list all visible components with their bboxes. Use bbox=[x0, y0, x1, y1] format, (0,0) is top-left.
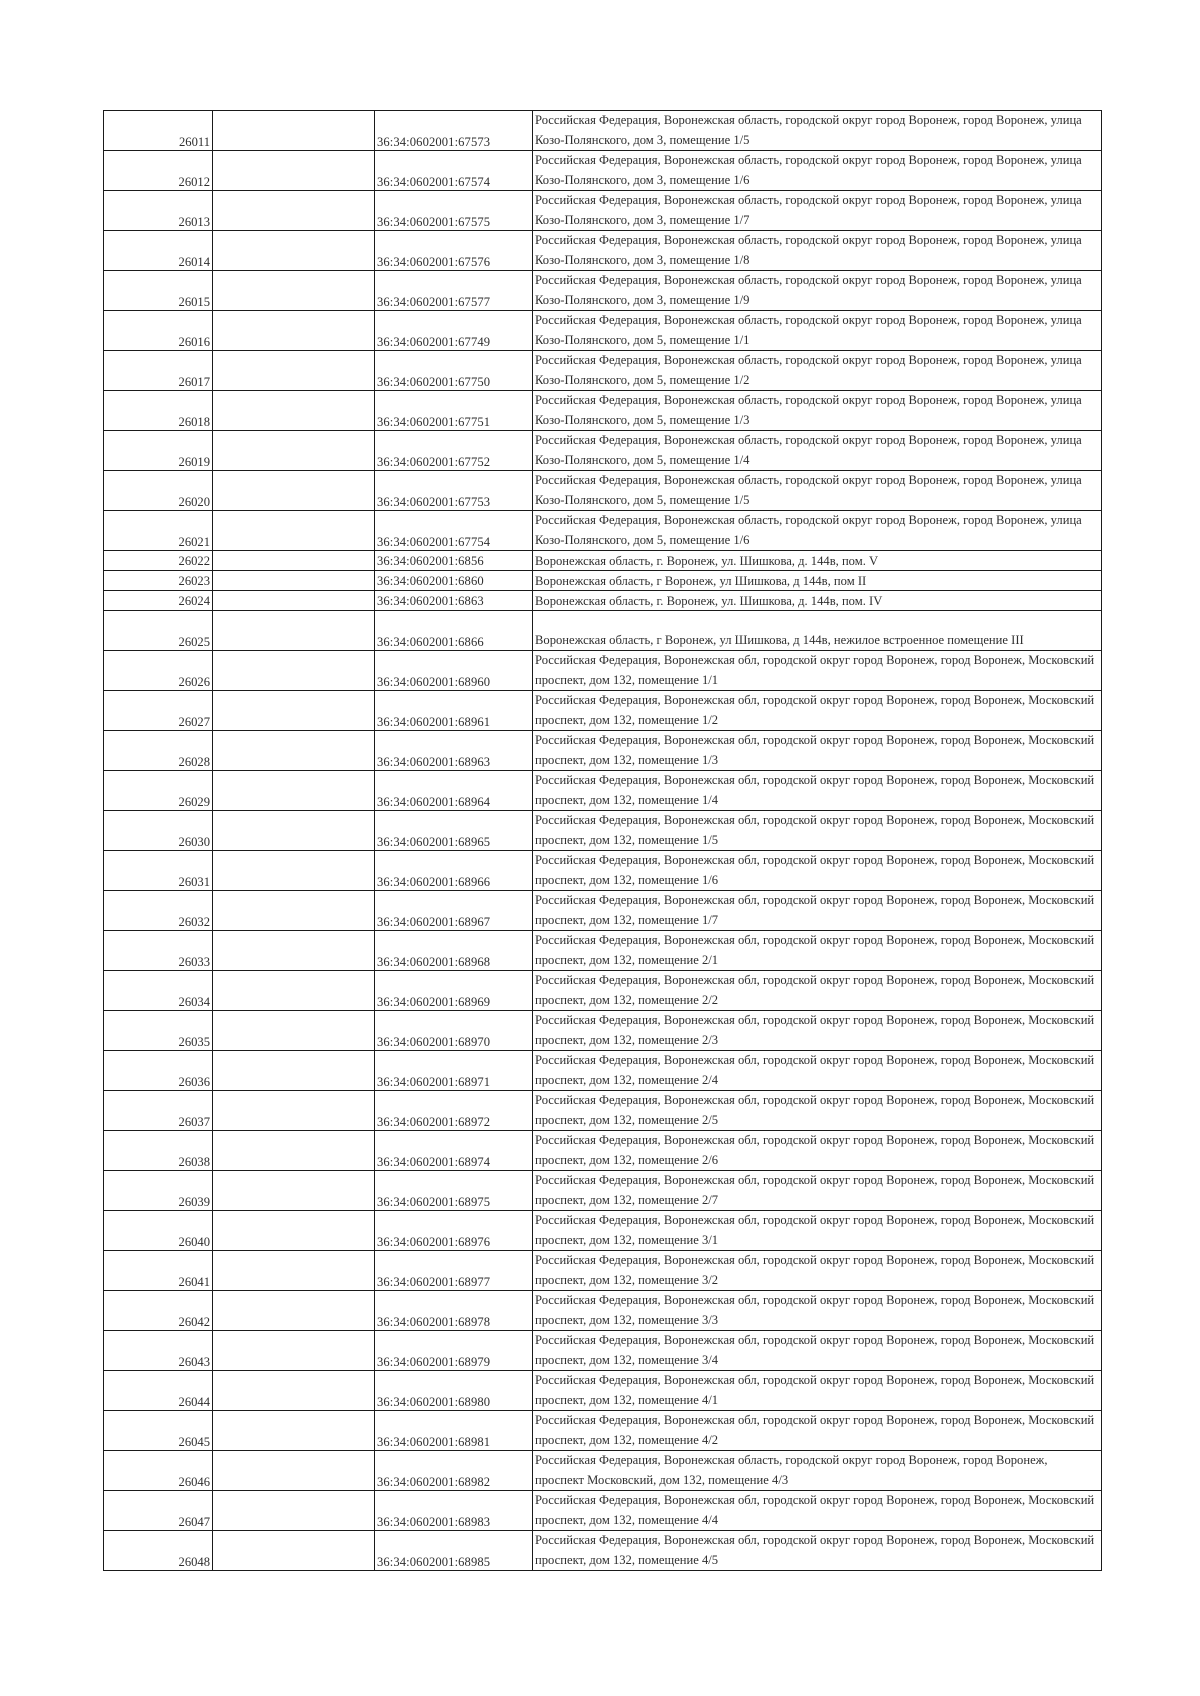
table-row bbox=[104, 151, 1102, 191]
empty-cell bbox=[213, 851, 375, 891]
empty-cell bbox=[213, 551, 375, 571]
address: Воронежская область, г. Воронеж, ул. Шишкова, д. 144в, пом. V bbox=[533, 551, 1102, 571]
table-row bbox=[104, 511, 1102, 551]
row-number: 26043 bbox=[104, 1331, 213, 1371]
cadastral-number: 36:34:0602001:6863 bbox=[375, 591, 533, 611]
empty-cell bbox=[213, 1051, 375, 1091]
row-number: 26011 bbox=[104, 111, 213, 151]
row-number: 26025 bbox=[104, 611, 213, 651]
cadastral-number: 36:34:0602001:68972 bbox=[375, 1091, 533, 1131]
address: Российская Федерация, Воронежская обл, городской округ город Воронеж, город Воронеж, Московский проспект, дом 132, помещение 3/1 bbox=[533, 1211, 1102, 1251]
table-row bbox=[104, 1091, 1102, 1131]
cadastral-number: 36:34:0602001:68966 bbox=[375, 851, 533, 891]
address: Российская Федерация, Воронежская область, городской округ город Воронеж, город Воронеж, улица Козо-Полянского, дом 5, помещение 1/5 bbox=[533, 471, 1102, 511]
empty-cell bbox=[213, 1371, 375, 1411]
row-number: 26028 bbox=[104, 731, 213, 771]
row-number: 26013 bbox=[104, 191, 213, 231]
empty-cell bbox=[213, 1411, 375, 1451]
row-number: 26029 bbox=[104, 771, 213, 811]
row-number: 26030 bbox=[104, 811, 213, 851]
empty-cell bbox=[213, 351, 375, 391]
row-number: 26024 bbox=[104, 591, 213, 611]
empty-cell bbox=[213, 571, 375, 591]
cadastral-number: 36:34:0602001:67574 bbox=[375, 151, 533, 191]
row-number: 26020 bbox=[104, 471, 213, 511]
address: Российская Федерация, Воронежская обл, городской округ город Воронеж, город Воронеж, Московский проспект, дом 132, помещение 2/6 bbox=[533, 1131, 1102, 1171]
empty-cell bbox=[213, 1251, 375, 1291]
empty-cell bbox=[213, 1491, 375, 1531]
empty-cell bbox=[213, 1011, 375, 1051]
table-row bbox=[104, 111, 1102, 151]
row-number: 26019 bbox=[104, 431, 213, 471]
row-number: 26037 bbox=[104, 1091, 213, 1131]
cadastral-number: 36:34:0602001:67750 bbox=[375, 351, 533, 391]
cadastral-number: 36:34:0602001:68963 bbox=[375, 731, 533, 771]
address: Российская Федерация, Воронежская обл, городской округ город Воронеж, город Воронеж, Московский проспект, дом 132, помещение 4/2 bbox=[533, 1411, 1102, 1451]
empty-cell bbox=[213, 231, 375, 271]
table-row bbox=[104, 1531, 1102, 1571]
cadastral-number: 36:34:0602001:67752 bbox=[375, 431, 533, 471]
table-row bbox=[104, 651, 1102, 691]
empty-cell bbox=[213, 191, 375, 231]
table-row bbox=[104, 971, 1102, 1011]
address: Воронежская область, г. Воронеж, ул. Шишкова, д. 144в, пом. IV bbox=[533, 591, 1102, 611]
empty-cell bbox=[213, 651, 375, 691]
empty-cell bbox=[213, 511, 375, 551]
cadastral-number: 36:34:0602001:68969 bbox=[375, 971, 533, 1011]
address: Российская Федерация, Воронежская область, городской округ город Воронеж, город Воронеж, проспект Московский, дом 132, помещение 4/3 bbox=[533, 1451, 1102, 1491]
cadastral-number: 36:34:0602001:68965 bbox=[375, 811, 533, 851]
cadastral-number: 36:34:0602001:68967 bbox=[375, 891, 533, 931]
empty-cell bbox=[213, 771, 375, 811]
empty-cell bbox=[213, 931, 375, 971]
address: Российская Федерация, Воронежская область, городской округ город Воронеж, город Воронеж, улица Козо-Полянского, дом 3, помещение 1/8 bbox=[533, 231, 1102, 271]
cadastral-number: 36:34:0602001:68981 bbox=[375, 1411, 533, 1451]
registry-table bbox=[103, 110, 1102, 1571]
cadastral-number: 36:34:0602001:68968 bbox=[375, 931, 533, 971]
table-row bbox=[104, 811, 1102, 851]
row-number: 26038 bbox=[104, 1131, 213, 1171]
empty-cell bbox=[213, 151, 375, 191]
row-number: 26014 bbox=[104, 231, 213, 271]
table-row bbox=[104, 431, 1102, 471]
row-number: 26045 bbox=[104, 1411, 213, 1451]
table-row bbox=[104, 591, 1102, 611]
table-row bbox=[104, 1371, 1102, 1411]
address: Воронежская область, г Воронеж, ул Шишкова, д 144в, нежилое встроенное помещение III bbox=[533, 611, 1102, 651]
cadastral-number: 36:34:0602001:68978 bbox=[375, 1291, 533, 1331]
cadastral-number: 36:34:0602001:67751 bbox=[375, 391, 533, 431]
cadastral-number: 36:34:0602001:67577 bbox=[375, 271, 533, 311]
row-number: 26036 bbox=[104, 1051, 213, 1091]
empty-cell bbox=[213, 971, 375, 1011]
table-row bbox=[104, 891, 1102, 931]
empty-cell bbox=[213, 1091, 375, 1131]
empty-cell bbox=[213, 111, 375, 151]
cadastral-number: 36:34:0602001:68983 bbox=[375, 1491, 533, 1531]
empty-cell bbox=[213, 391, 375, 431]
table-row bbox=[104, 551, 1102, 571]
address: Российская Федерация, Воронежская область, городской округ город Воронеж, город Воронеж, улица Козо-Полянского, дом 5, помещение 1/3 bbox=[533, 391, 1102, 431]
cadastral-number: 36:34:0602001:68976 bbox=[375, 1211, 533, 1251]
empty-cell bbox=[213, 1331, 375, 1371]
address: Российская Федерация, Воронежская обл, городской округ город Воронеж, город Воронеж, Московский проспект, дом 132, помещение 3/3 bbox=[533, 1291, 1102, 1331]
table-row bbox=[104, 731, 1102, 771]
cadastral-number: 36:34:0602001:67754 bbox=[375, 511, 533, 551]
address: Российская Федерация, Воронежская обл, городской округ город Воронеж, город Воронеж, Московский проспект, дом 132, помещение 1/1 bbox=[533, 651, 1102, 691]
address: Российская Федерация, Воронежская обл, городской округ город Воронеж, город Воронеж, Московский проспект, дом 132, помещение 3/4 bbox=[533, 1331, 1102, 1371]
row-number: 26046 bbox=[104, 1451, 213, 1491]
cadastral-number: 36:34:0602001:68971 bbox=[375, 1051, 533, 1091]
row-number: 26021 bbox=[104, 511, 213, 551]
cadastral-number: 36:34:0602001:6866 bbox=[375, 611, 533, 651]
table-row bbox=[104, 271, 1102, 311]
row-number: 26048 bbox=[104, 1531, 213, 1571]
table-row bbox=[104, 311, 1102, 351]
address: Российская Федерация, Воронежская обл, городской округ город Воронеж, город Воронеж, Московский проспект, дом 132, помещение 4/4 bbox=[533, 1491, 1102, 1531]
address: Российская Федерация, Воронежская область, городской округ город Воронеж, город Воронеж, улица Козо-Полянского, дом 5, помещение 1/4 bbox=[533, 431, 1102, 471]
table-row bbox=[104, 571, 1102, 591]
table-row bbox=[104, 1251, 1102, 1291]
row-number: 26023 bbox=[104, 571, 213, 591]
table-row bbox=[104, 1211, 1102, 1251]
empty-cell bbox=[213, 1451, 375, 1491]
cadastral-number: 36:34:0602001:67573 bbox=[375, 111, 533, 151]
table-row bbox=[104, 351, 1102, 391]
cadastral-number: 36:34:0602001:68982 bbox=[375, 1451, 533, 1491]
address: Российская Федерация, Воронежская обл, городской округ город Воронеж, город Воронеж, Московский проспект, дом 132, помещение 1/2 bbox=[533, 691, 1102, 731]
row-number: 26044 bbox=[104, 1371, 213, 1411]
address: Российская Федерация, Воронежская обл, городской округ город Воронеж, город Воронеж, Московский проспект, дом 132, помещение 2/2 bbox=[533, 971, 1102, 1011]
row-number: 26018 bbox=[104, 391, 213, 431]
address: Российская Федерация, Воронежская обл, городской округ город Воронеж, город Воронеж, Московский проспект, дом 132, помещение 1/7 bbox=[533, 891, 1102, 931]
empty-cell bbox=[213, 891, 375, 931]
row-number: 26012 bbox=[104, 151, 213, 191]
address: Российская Федерация, Воронежская обл, городской округ город Воронеж, город Воронеж, Московский проспект, дом 132, помещение 2/7 bbox=[533, 1171, 1102, 1211]
empty-cell bbox=[213, 691, 375, 731]
table-row bbox=[104, 1291, 1102, 1331]
address: Российская Федерация, Воронежская обл, городской округ город Воронеж, город Воронеж, Московский проспект, дом 132, помещение 1/3 bbox=[533, 731, 1102, 771]
cadastral-number: 36:34:0602001:68975 bbox=[375, 1171, 533, 1211]
cadastral-number: 36:34:0602001:68985 bbox=[375, 1531, 533, 1571]
address: Российская Федерация, Воронежская обл, городской округ город Воронеж, город Воронеж, Московский проспект, дом 132, помещение 2/4 bbox=[533, 1051, 1102, 1091]
address: Российская Федерация, Воронежская область, городской округ город Воронеж, город Воронеж, улица Козо-Полянского, дом 3, помещение 1/5 bbox=[533, 111, 1102, 151]
address: Российская Федерация, Воронежская обл, городской округ город Воронеж, город Воронеж, Московский проспект, дом 132, помещение 4/1 bbox=[533, 1371, 1102, 1411]
row-number: 26032 bbox=[104, 891, 213, 931]
cadastral-number: 36:34:0602001:67749 bbox=[375, 311, 533, 351]
cadastral-number: 36:34:0602001:67576 bbox=[375, 231, 533, 271]
cadastral-number: 36:34:0602001:68970 bbox=[375, 1011, 533, 1051]
table-row bbox=[104, 231, 1102, 271]
cadastral-number: 36:34:0602001:67753 bbox=[375, 471, 533, 511]
table-row bbox=[104, 1491, 1102, 1531]
empty-cell bbox=[213, 591, 375, 611]
cadastral-number: 36:34:0602001:6860 bbox=[375, 571, 533, 591]
table-row bbox=[104, 1331, 1102, 1371]
table-row bbox=[104, 1051, 1102, 1091]
cadastral-number: 36:34:0602001:67575 bbox=[375, 191, 533, 231]
row-number: 26017 bbox=[104, 351, 213, 391]
address: Российская Федерация, Воронежская область, городской округ город Воронеж, город Воронеж, улица Козо-Полянского, дом 3, помещение 1/9 bbox=[533, 271, 1102, 311]
empty-cell bbox=[213, 1531, 375, 1571]
empty-cell bbox=[213, 431, 375, 471]
table-row bbox=[104, 931, 1102, 971]
empty-cell bbox=[213, 1131, 375, 1171]
table-row bbox=[104, 771, 1102, 811]
row-number: 26034 bbox=[104, 971, 213, 1011]
cadastral-number: 36:34:0602001:68961 bbox=[375, 691, 533, 731]
address: Российская Федерация, Воронежская область, городской округ город Воронеж, город Воронеж, улица Козо-Полянского, дом 5, помещение 1/6 bbox=[533, 511, 1102, 551]
row-number: 26027 bbox=[104, 691, 213, 731]
table-row bbox=[104, 1411, 1102, 1451]
row-number: 26047 bbox=[104, 1491, 213, 1531]
row-number: 26033 bbox=[104, 931, 213, 971]
empty-cell bbox=[213, 811, 375, 851]
row-number: 26015 bbox=[104, 271, 213, 311]
row-number: 26041 bbox=[104, 1251, 213, 1291]
address: Российская Федерация, Воронежская обл, городской округ город Воронеж, город Воронеж, Московский проспект, дом 132, помещение 3/2 bbox=[533, 1251, 1102, 1291]
row-number: 26042 bbox=[104, 1291, 213, 1331]
cadastral-number: 36:34:0602001:68980 bbox=[375, 1371, 533, 1411]
empty-cell bbox=[213, 1171, 375, 1211]
row-number: 26035 bbox=[104, 1011, 213, 1051]
address: Российская Федерация, Воронежская обл, городской округ город Воронеж, город Воронеж, Московский проспект, дом 132, помещение 1/4 bbox=[533, 771, 1102, 811]
table-row bbox=[104, 1451, 1102, 1491]
empty-cell bbox=[213, 611, 375, 651]
row-number: 26026 bbox=[104, 651, 213, 691]
address: Российская Федерация, Воронежская обл, городской округ город Воронеж, город Воронеж, Московский проспект, дом 132, помещение 1/6 bbox=[533, 851, 1102, 891]
empty-cell bbox=[213, 731, 375, 771]
table-row bbox=[104, 1011, 1102, 1051]
table-row bbox=[104, 471, 1102, 511]
row-number: 26016 bbox=[104, 311, 213, 351]
table-row bbox=[104, 391, 1102, 431]
cadastral-number: 36:34:0602001:68964 bbox=[375, 771, 533, 811]
row-number: 26039 bbox=[104, 1171, 213, 1211]
row-number: 26040 bbox=[104, 1211, 213, 1251]
row-number: 26031 bbox=[104, 851, 213, 891]
empty-cell bbox=[213, 311, 375, 351]
address: Российская Федерация, Воронежская область, городской округ город Воронеж, город Воронеж, улица Козо-Полянского, дом 5, помещение 1/1 bbox=[533, 311, 1102, 351]
registry-body bbox=[104, 111, 1102, 1571]
empty-cell bbox=[213, 1291, 375, 1331]
cadastral-number: 36:34:0602001:68960 bbox=[375, 651, 533, 691]
table-row bbox=[104, 851, 1102, 891]
address: Российская Федерация, Воронежская область, городской округ город Воронеж, город Воронеж, улица Козо-Полянского, дом 5, помещение 1/2 bbox=[533, 351, 1102, 391]
address: Российская Федерация, Воронежская обл, городской округ город Воронеж, город Воронеж, Московский проспект, дом 132, помещение 2/1 bbox=[533, 931, 1102, 971]
row-number: 26022 bbox=[104, 551, 213, 571]
empty-cell bbox=[213, 271, 375, 311]
table-row bbox=[104, 1131, 1102, 1171]
table-row bbox=[104, 1171, 1102, 1211]
empty-cell bbox=[213, 471, 375, 511]
address: Воронежская область, г Воронеж, ул Шишкова, д 144в, пом II bbox=[533, 571, 1102, 591]
table-row bbox=[104, 691, 1102, 731]
empty-cell bbox=[213, 1211, 375, 1251]
address: Российская Федерация, Воронежская область, городской округ город Воронеж, город Воронеж, улица Козо-Полянского, дом 3, помещение 1/7 bbox=[533, 191, 1102, 231]
table-row bbox=[104, 611, 1102, 651]
address: Российская Федерация, Воронежская обл, городской округ город Воронеж, город Воронеж, Московский проспект, дом 132, помещение 4/5 bbox=[533, 1531, 1102, 1571]
cadastral-number: 36:34:0602001:6856 bbox=[375, 551, 533, 571]
cadastral-number: 36:34:0602001:68974 bbox=[375, 1131, 533, 1171]
address: Российская Федерация, Воронежская обл, городской округ город Воронеж, город Воронеж, Московский проспект, дом 132, помещение 1/5 bbox=[533, 811, 1102, 851]
address: Российская Федерация, Воронежская область, городской округ город Воронеж, город Воронеж, улица Козо-Полянского, дом 3, помещение 1/6 bbox=[533, 151, 1102, 191]
address: Российская Федерация, Воронежская обл, городской округ город Воронеж, город Воронеж, Московский проспект, дом 132, помещение 2/5 bbox=[533, 1091, 1102, 1131]
address: Российская Федерация, Воронежская обл, городской округ город Воронеж, город Воронеж, Московский проспект, дом 132, помещение 2/3 bbox=[533, 1011, 1102, 1051]
cadastral-number: 36:34:0602001:68977 bbox=[375, 1251, 533, 1291]
table-row bbox=[104, 191, 1102, 231]
cadastral-number: 36:34:0602001:68979 bbox=[375, 1331, 533, 1371]
